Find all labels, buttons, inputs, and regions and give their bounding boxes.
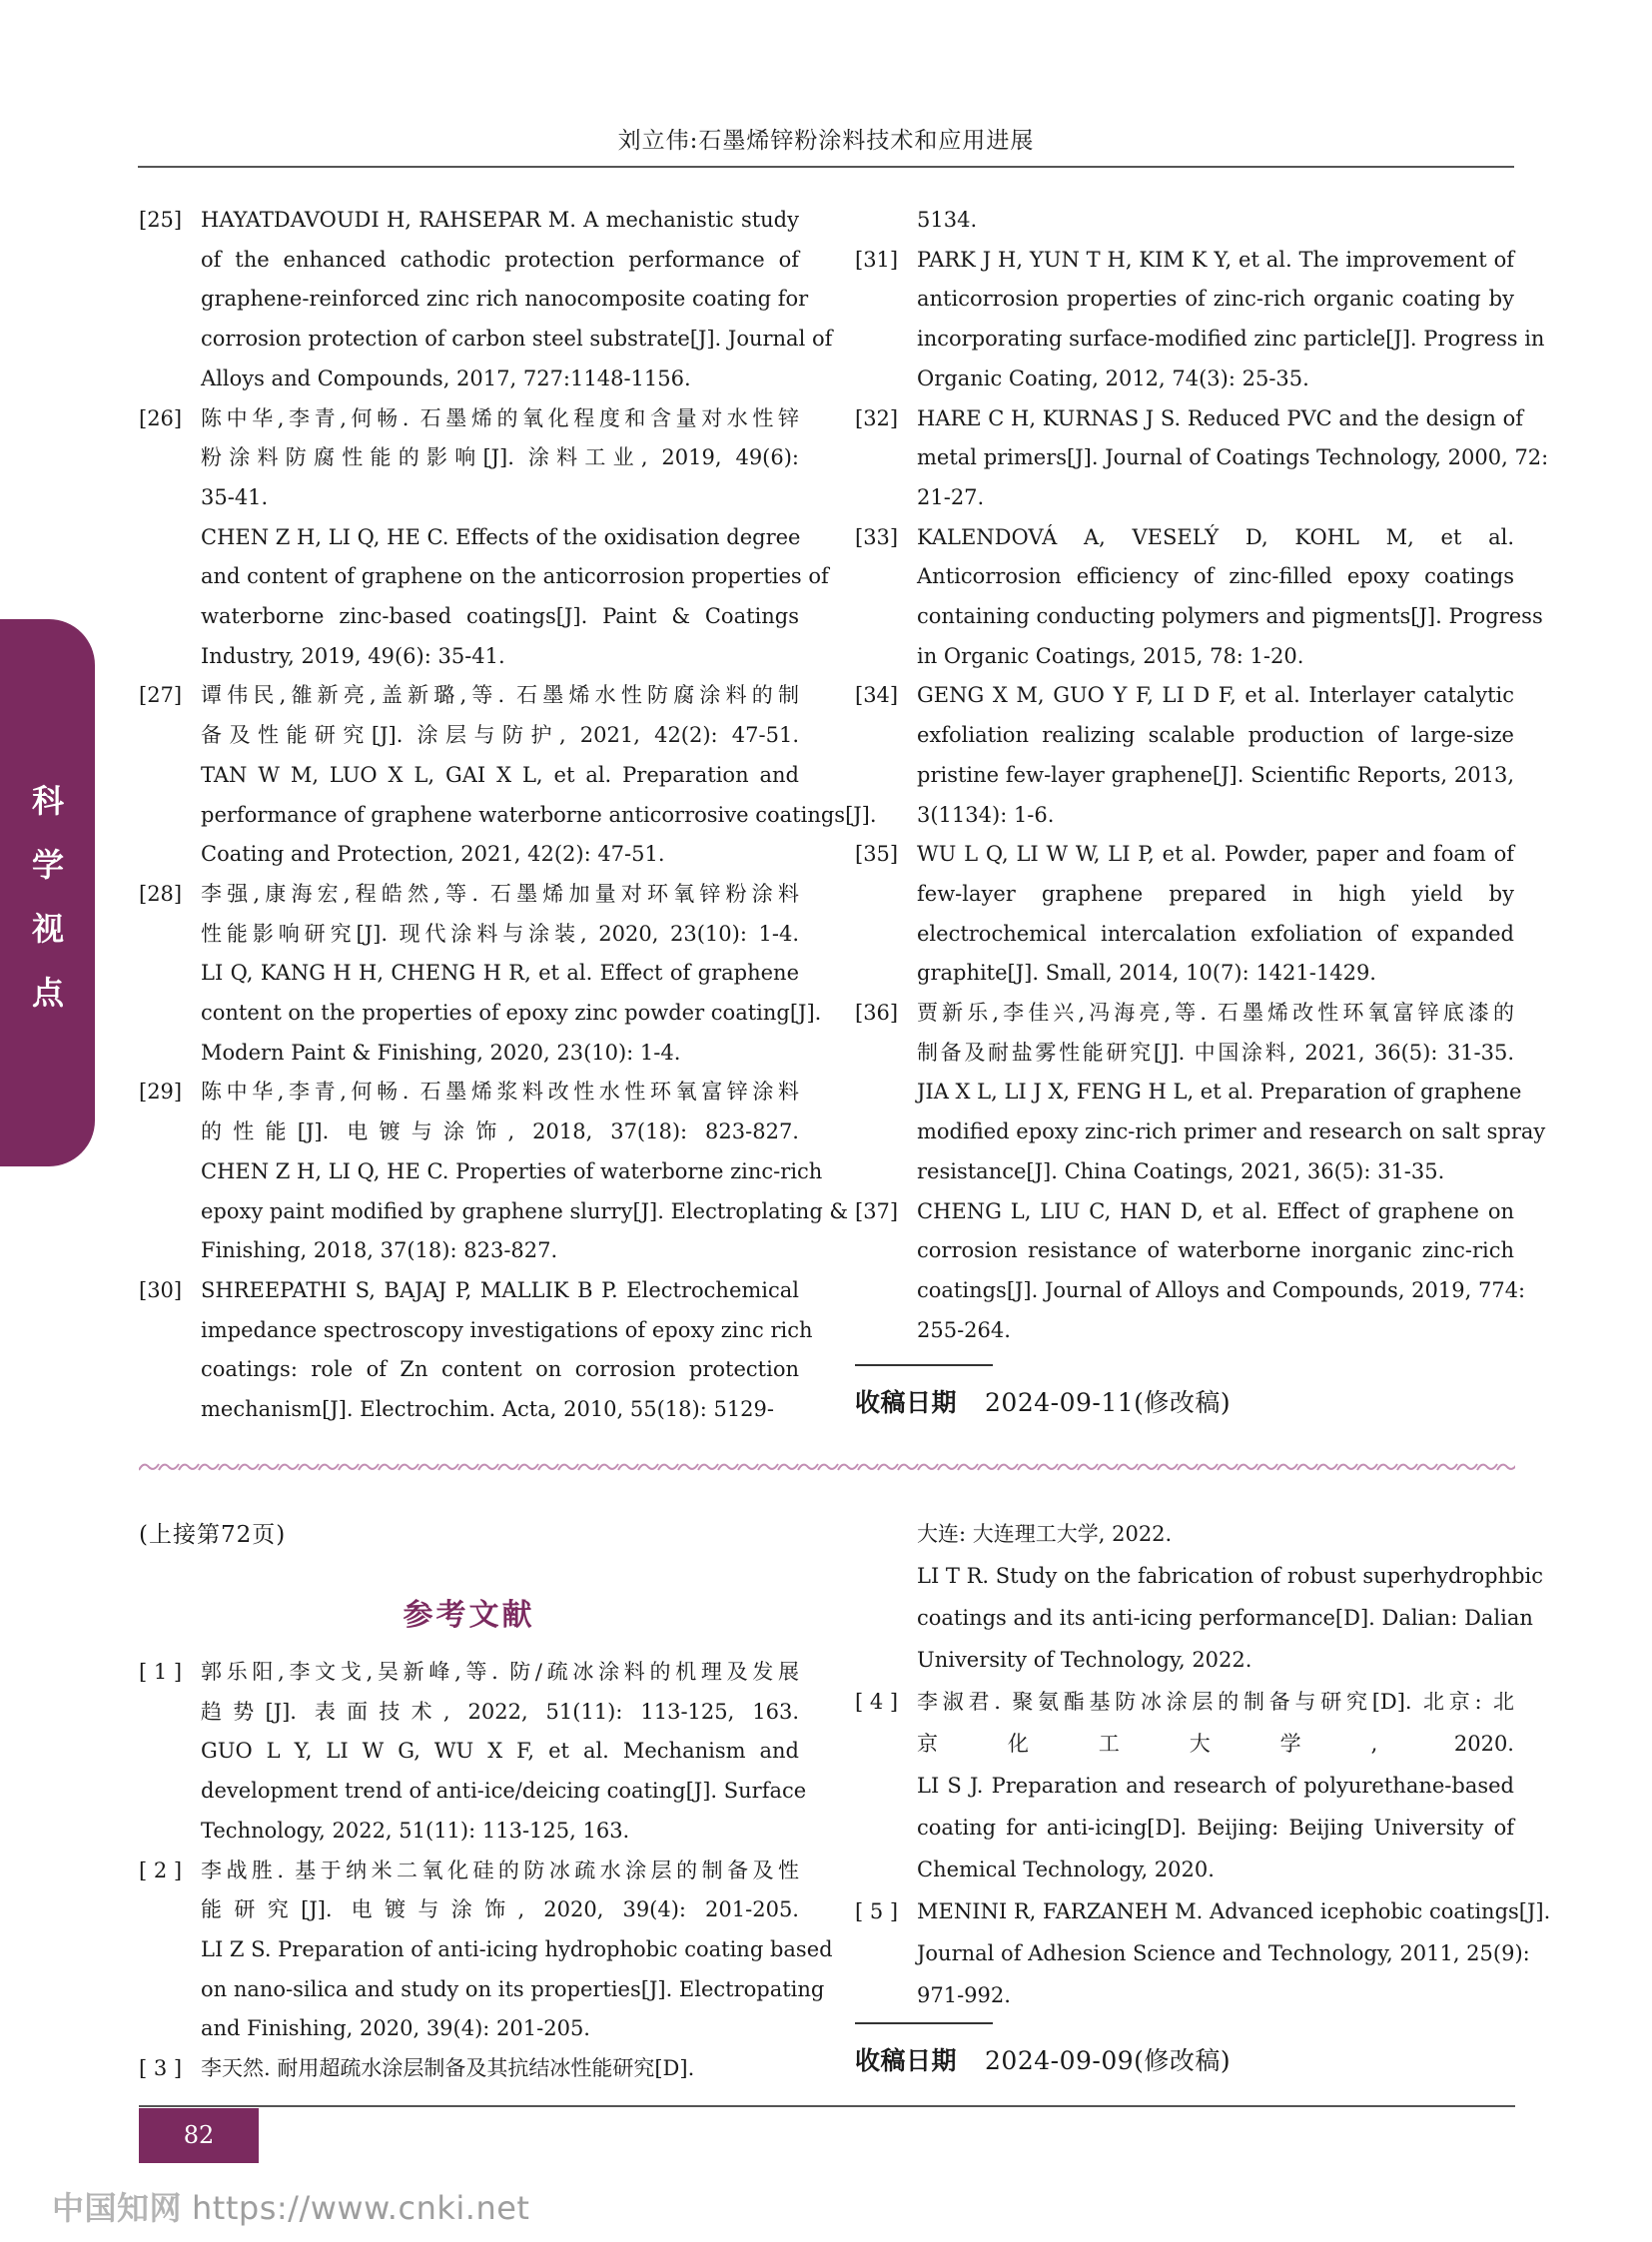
reference-line: corrosion resistance of waterborne inorganic zinc-rich xyxy=(917,1238,1514,1263)
reference-line: modified epoxy zinc-rich primer and research on salt spray xyxy=(917,1120,1546,1144)
reference-line: mechanism[J]. Electrochim. Acta, 2010, 55(18): 5129- xyxy=(201,1397,775,1422)
divider-swirl xyxy=(359,1464,379,1470)
reference-line: 的性能[J]. 电镀与涂饰, 2018, 37(18): 823-827. xyxy=(201,1120,799,1144)
reference-item xyxy=(139,1653,807,1852)
side-tab-char: 学 xyxy=(31,846,64,884)
reference-number: [33] xyxy=(855,524,899,549)
reference-line: KALENDOVÁ A, VESELÝ D, KOHL M, et al. xyxy=(917,524,1514,549)
reference-item xyxy=(139,2049,799,2089)
reference-line: of the enhanced cathodic protection performance of xyxy=(201,247,799,272)
reference-number: [ 5 ] xyxy=(855,1899,899,1923)
reference-line: on nano-silica and study on its properties[J]. Electropating xyxy=(201,1976,825,2001)
divider-swirl xyxy=(618,1464,638,1470)
divider-swirl xyxy=(1257,1464,1277,1470)
divider-swirl xyxy=(838,1464,858,1470)
reference-number: [ 1 ] xyxy=(139,1660,183,1684)
divider-swirl xyxy=(818,1464,838,1470)
reference-line: Chemical Technology, 2020. xyxy=(917,1858,1215,1881)
reference-line: 李战胜. 基于纳米二氧化硅的防冰疏水涂层的制备及性 xyxy=(201,1858,799,1882)
reference-number: [37] xyxy=(855,1198,899,1223)
reference-line: Coating and Protection, 2021, 42(2): 47-51. xyxy=(201,842,665,867)
divider-swirl xyxy=(1178,1464,1198,1470)
reference-number: [32] xyxy=(855,405,899,430)
received-date-bottom xyxy=(855,2041,1231,2077)
received-value: 2024-09-11(修改稿) xyxy=(985,1388,1232,1417)
top-right-reference-column xyxy=(855,201,1549,1350)
divider-swirl xyxy=(858,1464,878,1470)
reference-item xyxy=(855,518,1543,677)
divider-swirl xyxy=(458,1464,478,1470)
divider-swirl xyxy=(1038,1464,1058,1470)
reference-line: LI S J. Preparation and research of polyurethane-based xyxy=(917,1774,1514,1798)
divider-swirl xyxy=(978,1464,998,1470)
divider-swirl xyxy=(1138,1464,1158,1470)
reference-number: [28] xyxy=(139,881,183,906)
bottom-left-reference-column xyxy=(139,1653,833,2089)
side-tab-char: 视 xyxy=(31,910,64,948)
divider-swirl xyxy=(1238,1464,1257,1470)
reference-item xyxy=(139,201,833,399)
continued-reference-line: 5134. xyxy=(917,208,978,232)
watermark-brand: 中国知网 xyxy=(52,2189,183,2227)
footer-rule xyxy=(139,2105,1515,2107)
divider-swirl xyxy=(259,1464,279,1470)
reference-item xyxy=(139,399,829,677)
continued-reference-line: 大连: 大连理工大学, 2022. xyxy=(917,1522,1173,1546)
divider-swirl xyxy=(558,1464,578,1470)
reference-line: LI Q, KANG H H, CHENG H R, et al. Effect of graphene xyxy=(201,961,799,986)
divider-swirl xyxy=(718,1464,738,1470)
divider-swirl xyxy=(159,1464,179,1470)
reference-line: waterborne zinc-based coatings[J]. Paint & Coatings xyxy=(201,604,799,629)
reference-line: CHEN Z H, LI Q, HE C. Effects of the oxidisation degree xyxy=(201,524,801,549)
divider-swirl xyxy=(1377,1464,1397,1470)
side-tab-char: 科 xyxy=(31,782,64,820)
reference-line: Journal of Adhesion Science and Technology, 2011, 25(9): xyxy=(917,1941,1530,1965)
reference-line: CHENG L, LIU C, HAN D, et al. Effect of graphene on xyxy=(917,1198,1514,1223)
reference-line: 李淑君. 聚氨酯基防冰涂层的制备与研究[D]. 北京: 北 xyxy=(917,1690,1514,1714)
reference-item xyxy=(855,1681,1514,1890)
reference-number: [35] xyxy=(855,842,899,867)
reference-line: 35-41. xyxy=(201,484,269,509)
divider-swirl xyxy=(339,1464,359,1470)
running-header-title: 刘立伟:石墨烯锌粉涂料技术和应用进展 xyxy=(617,128,1035,154)
reference-number: [25] xyxy=(139,208,183,232)
divider-swirl xyxy=(179,1464,199,1470)
reference-line: corrosion protection of carbon steel substrate[J]. Journal of xyxy=(201,327,833,352)
divider-swirl xyxy=(1437,1464,1457,1470)
divider-swirl xyxy=(938,1464,958,1470)
divider-swirl xyxy=(998,1464,1018,1470)
divider-swirl xyxy=(1337,1464,1357,1470)
divider-swirl xyxy=(319,1464,339,1470)
reference-line: containing conducting polymers and pigments[J]. Progress xyxy=(917,604,1543,629)
divider-pattern xyxy=(139,1461,1515,1473)
received-rule xyxy=(855,2022,993,2024)
side-tab-char: 点 xyxy=(31,974,64,1012)
reference-line: CHEN Z H, LI Q, HE C. Properties of waterborne zinc-rich xyxy=(201,1158,823,1183)
divider-swirl xyxy=(379,1464,399,1470)
section-side-tab-label xyxy=(26,769,70,1025)
divider-swirl xyxy=(1098,1464,1118,1470)
reference-number: [34] xyxy=(855,683,899,708)
divider-swirl xyxy=(1218,1464,1238,1470)
divider-swirl xyxy=(239,1464,259,1470)
reference-line: 贾新乐,李佳兴,冯海亮,等. 石墨烯改性环氧富锌底漆的 xyxy=(917,1001,1514,1026)
divider-swirl xyxy=(658,1464,678,1470)
reference-item xyxy=(855,676,1514,835)
reference-line: 255-264. xyxy=(917,1317,1011,1342)
reference-line: 李强,康海宏,程皓然,等. 石墨烯加量对环氧锌粉涂料 xyxy=(201,881,799,906)
divider-swirl xyxy=(538,1464,558,1470)
reference-line: 粉涂料防腐性能的影响[J]. 涂料工业, 2019, 49(6): xyxy=(201,445,799,470)
reference-line: 趋势[J]. 表面技术, 2022, 51(11): 113-125, 163. xyxy=(201,1699,799,1724)
reference-line: GUO L Y, LI W G, WU X F, et al. Mechanism and xyxy=(201,1739,799,1764)
continued-reference-line: LI T R. Study on the fabrication of robust superhydrophbic xyxy=(917,1564,1544,1588)
divider-swirl xyxy=(1078,1464,1098,1470)
reference-line: and content of graphene on the anticorrosion properties of xyxy=(201,564,829,589)
divider-swirl xyxy=(418,1464,438,1470)
reference-line: and Finishing, 2020, 39(4): 201-205. xyxy=(201,2016,590,2041)
divider-swirl xyxy=(778,1464,798,1470)
reference-number: [ 3 ] xyxy=(139,2056,183,2081)
reference-line: 971-992. xyxy=(917,1983,1011,2007)
divider-swirl xyxy=(958,1464,978,1470)
reference-number: [31] xyxy=(855,247,899,272)
received-label: 收稿日期 xyxy=(855,1388,958,1417)
reference-line: Organic Coating, 2012, 74(3): 25-35. xyxy=(917,366,1309,390)
divider-swirl xyxy=(399,1464,418,1470)
reference-item xyxy=(139,1271,813,1430)
reference-number: [36] xyxy=(855,1001,899,1026)
divider-swirl xyxy=(1497,1464,1515,1470)
reference-line: 谭伟民,雒新亮,盖新璐,等. 石墨烯水性防腐涂料的制 xyxy=(201,683,799,708)
reference-item xyxy=(139,875,822,1074)
reference-line: Industry, 2019, 49(6): 35-41. xyxy=(201,643,505,668)
continued-reference-line: coatings and its anti-icing performance[D]. Dalian: Dalian xyxy=(917,1606,1533,1630)
reference-line: Anticorrosion efficiency of zinc-filled epoxy coatings xyxy=(917,564,1514,589)
reference-item xyxy=(855,994,1546,1192)
reference-line: coatings: role of Zn content on corrosion protection xyxy=(201,1357,799,1382)
divider-swirl xyxy=(738,1464,758,1470)
divider-swirl xyxy=(279,1464,299,1470)
reference-line: content on the properties of epoxy zinc powder coating[J]. xyxy=(201,1001,822,1026)
divider-swirl xyxy=(878,1464,898,1470)
reference-item xyxy=(855,241,1545,399)
divider-swirl xyxy=(1058,1464,1078,1470)
reference-line: 陈中华,李青,何畅. 石墨烯的氧化程度和含量对水性锌 xyxy=(201,405,799,430)
reference-line: coating for anti-icing[D]. Beijing: Beijing University of xyxy=(917,1816,1514,1840)
divider-swirl xyxy=(578,1464,598,1470)
reference-line: coatings[J]. Journal of Alloys and Compounds, 2019, 774: xyxy=(917,1277,1526,1302)
divider-swirl xyxy=(598,1464,618,1470)
reference-line: 3(1134): 1-6. xyxy=(917,802,1055,827)
divider-swirl xyxy=(1158,1464,1178,1470)
reference-line: in Organic Coatings, 2015, 78: 1-20. xyxy=(917,643,1304,668)
received-label: 收稿日期 xyxy=(855,2046,958,2075)
bottom-right-reference-column xyxy=(855,1513,1551,2016)
divider-swirl xyxy=(518,1464,538,1470)
divider-swirl xyxy=(1198,1464,1218,1470)
reference-line: HARE C H, KURNAS J S. Reduced PVC and the design of xyxy=(917,405,1524,430)
divider-swirl xyxy=(1118,1464,1138,1470)
reference-number: [30] xyxy=(139,1277,183,1302)
reference-item xyxy=(855,835,1514,994)
reference-item xyxy=(855,1890,1551,2016)
divider-swirl xyxy=(1317,1464,1337,1470)
reference-line: anticorrosion properties of zinc-rich organic coating by xyxy=(917,287,1514,312)
reference-line: Finishing, 2018, 37(18): 823-827. xyxy=(201,1238,558,1263)
page-number: 82 xyxy=(139,2108,259,2163)
reference-item xyxy=(139,1852,833,2050)
received-value: 2024-09-09(修改稿) xyxy=(985,2046,1232,2075)
reference-item xyxy=(855,399,1549,518)
divider-swirl xyxy=(139,1464,159,1470)
reference-number: [ 4 ] xyxy=(855,1690,899,1714)
divider-swirl xyxy=(498,1464,518,1470)
divider-swirl xyxy=(1277,1464,1297,1470)
continued-from-note: (上接第72页) xyxy=(139,1522,287,1548)
cnki-watermark xyxy=(52,2183,529,2229)
reference-line: PARK J H, YUN T H, KIM K Y, et al. The improvement of xyxy=(917,247,1514,272)
reference-line: 21-27. xyxy=(917,484,985,509)
reference-line: incorporating surface-modified zinc particle[J]. Progress in xyxy=(917,327,1545,352)
reference-line: Alloys and Compounds, 2017, 727:1148-1156. xyxy=(201,366,691,390)
divider-swirl xyxy=(199,1464,219,1470)
divider-swirl xyxy=(438,1464,458,1470)
reference-line: 李天然. 耐用超疏水涂层制备及其抗结冰性能研究[D]. xyxy=(201,2056,695,2081)
reference-number: [26] xyxy=(139,405,183,430)
divider-swirl xyxy=(1397,1464,1417,1470)
divider-swirl xyxy=(219,1464,239,1470)
divider-swirl xyxy=(299,1464,319,1470)
divider-swirl xyxy=(638,1464,658,1470)
divider-swirl xyxy=(798,1464,818,1470)
reference-line: electrochemical intercalation exfoliation of expanded xyxy=(917,921,1514,946)
reference-line: MENINI R, FARZANEH M. Advanced icephobic coatings[J]. xyxy=(917,1899,1551,1923)
reference-line: Modern Paint & Finishing, 2020, 23(10): 1-4. xyxy=(201,1040,681,1065)
reference-number: [27] xyxy=(139,683,183,708)
header-rule xyxy=(138,166,1514,168)
reference-line: 制备及耐盐雾性能研究[J]. 中国涂料, 2021, 36(5): 31-35. xyxy=(917,1040,1514,1065)
reference-line: graphite[J]. Small, 2014, 10(7): 1421-1429. xyxy=(917,961,1376,986)
reference-line: development trend of anti-ice/deicing coating[J]. Surface xyxy=(201,1779,807,1804)
divider-swirl xyxy=(1417,1464,1437,1470)
reference-number: [ 2 ] xyxy=(139,1858,183,1882)
reference-line: pristine few-layer graphene[J]. Scientific Reports, 2013, xyxy=(917,762,1514,787)
reference-line: JIA X L, LI J X, FENG H L, et al. Preparation of graphene xyxy=(917,1080,1522,1105)
received-date-top xyxy=(855,1383,1231,1419)
reference-line: TAN W M, LUO X L, GAI X L, et al. Preparation and xyxy=(201,762,799,787)
reference-number: [29] xyxy=(139,1080,183,1105)
divider-swirl xyxy=(478,1464,498,1470)
reference-line: 性能影响研究[J]. 现代涂料与涂装, 2020, 23(10): 1-4. xyxy=(201,921,799,946)
divider-swirl xyxy=(698,1464,718,1470)
divider-swirl xyxy=(1457,1464,1477,1470)
reference-line: few-layer graphene prepared in high yield by xyxy=(917,881,1514,906)
reference-line: 郭乐阳,李文戈,吴新峰,等. 防/疏冰涂料的机理及发展 xyxy=(201,1660,799,1684)
continued-reference-line: University of Technology, 2022. xyxy=(917,1648,1252,1672)
reference-line: 备及性能研究[J]. 涂层与防护, 2021, 42(2): 47-51. xyxy=(201,723,799,748)
reference-line: metal primers[J]. Journal of Coatings Technology, 2000, 72: xyxy=(917,445,1549,470)
reference-line: LI Z S. Preparation of anti-icing hydrophobic coating based xyxy=(201,1936,833,1961)
reference-line: HAYATDAVOUDI H, RAHSEPAR M. A mechanistic study xyxy=(201,208,799,232)
reference-line: SHREEPATHI S, BAJAJ P, MALLIK B P. Electrochemical xyxy=(201,1277,799,1302)
references-heading: 参考文献 xyxy=(403,1598,535,1633)
divider-swirl xyxy=(898,1464,918,1470)
reference-line: impedance spectroscopy investigations of epoxy zinc rich xyxy=(201,1317,813,1342)
reference-item xyxy=(855,1192,1526,1351)
reference-line: 陈中华,李青,何畅. 石墨烯浆料改性水性环氧富锌涂料 xyxy=(201,1080,799,1105)
watermark-url: https://www.cnki.net xyxy=(192,2189,530,2227)
divider-swirl xyxy=(1477,1464,1497,1470)
divider-swirl xyxy=(758,1464,778,1470)
received-rule xyxy=(855,1364,993,1366)
reference-line: exfoliation realizing scalable production of large-size xyxy=(917,723,1514,748)
reference-item xyxy=(139,1073,849,1271)
reference-line: 能研究[J]. 电镀与涂饰, 2020, 39(4): 201-205. xyxy=(201,1897,799,1922)
reference-line: Technology, 2022, 51(11): 113-125, 163. xyxy=(201,1818,630,1843)
reference-line: GENG X M, GUO Y F, LI D F, et al. Interlayer catalytic xyxy=(917,683,1514,708)
reference-line: 京化工大学, 2020. xyxy=(917,1732,1514,1756)
ornamental-divider xyxy=(139,1461,1515,1473)
divider-swirl xyxy=(1297,1464,1317,1470)
divider-swirl xyxy=(1018,1464,1038,1470)
divider-swirl xyxy=(918,1464,938,1470)
reference-line: WU L Q, LI W W, LI P, et al. Powder, paper and foam of xyxy=(917,842,1514,867)
divider-swirl xyxy=(678,1464,698,1470)
reference-line: epoxy paint modified by graphene slurry[J]. Electroplating & xyxy=(201,1198,849,1223)
reference-line: resistance[J]. China Coatings, 2021, 36(5): 31-35. xyxy=(917,1158,1445,1183)
reference-line: graphene-reinforced zinc rich nanocomposite coating for xyxy=(201,287,809,312)
divider-swirl xyxy=(1357,1464,1377,1470)
reference-line: performance of graphene waterborne anticorrosive coatings[J]. xyxy=(201,802,877,827)
